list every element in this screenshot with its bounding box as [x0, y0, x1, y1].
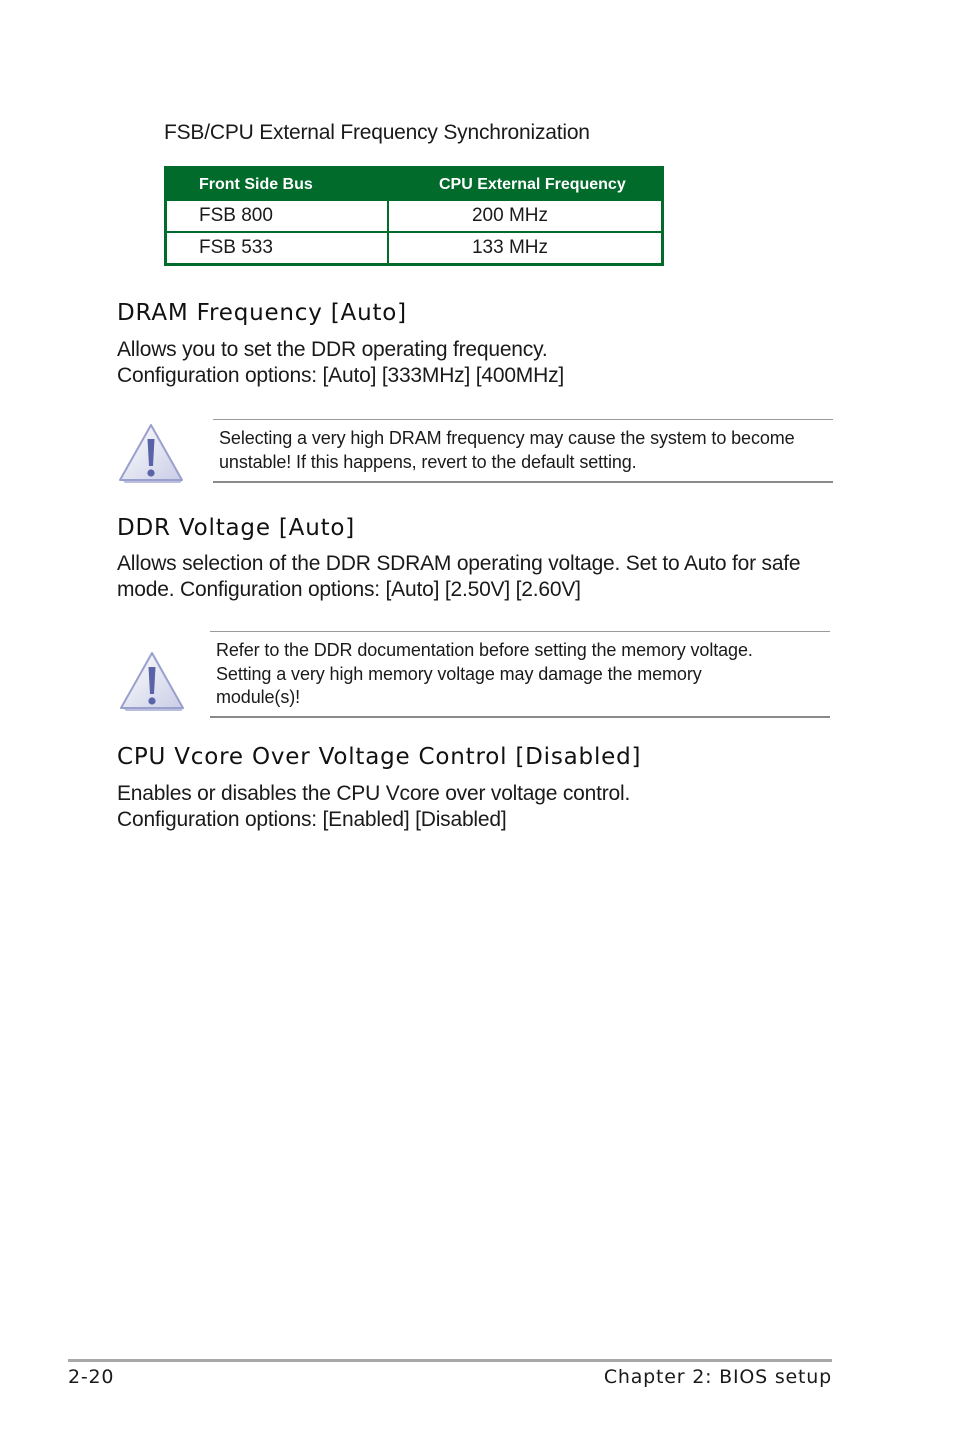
table-row — [167, 201, 661, 231]
fsb-frequency-table — [164, 166, 664, 266]
warning-note-dram — [213, 419, 833, 483]
section-body-cpu-vcore — [117, 781, 857, 833]
table-header-front-side-bus: Front Side Bus — [199, 176, 313, 193]
body-line: mode. Configuration options: [Auto] [2.50V] [2.60V] — [117, 578, 581, 601]
note-line: Selecting a very high DRAM frequency may cause the system to become — [219, 428, 795, 448]
section-title-dram-frequency: DRAM Frequency [Auto] — [117, 300, 407, 326]
footer-rule — [68, 1359, 832, 1362]
body-line: Allows you to set the DDR operating frequency. — [117, 338, 548, 361]
table-caption: FSB/CPU External Frequency Synchronization — [164, 121, 590, 144]
table-cell-frequency: 133 MHz — [387, 233, 661, 263]
table-cell-frequency: 200 MHz — [387, 201, 661, 231]
warning-triangle-icon — [118, 422, 184, 484]
note-line: Setting a very high memory voltage may damage the memory — [216, 663, 702, 684]
body-line: Configuration options: [Enabled] [Disabled] — [117, 808, 507, 831]
page-number: 2-20 — [68, 1366, 115, 1388]
section-title-cpu-vcore: CPU Vcore Over Voltage Control [Disabled] — [117, 744, 642, 770]
section-body-dram-frequency — [117, 337, 857, 389]
body-line: Configuration options: [Auto] [333MHz] [400MHz] — [117, 364, 565, 387]
table-cell-fsb: FSB 800 — [199, 205, 273, 226]
table-header-cpu-external-frequency: CPU External Frequency — [439, 176, 626, 193]
chapter-title: Chapter 2: BIOS setup — [603, 1366, 832, 1388]
table-header-row — [167, 169, 661, 201]
section-body-ddr-voltage — [117, 551, 857, 603]
table-cell-fsb: FSB 533 — [199, 237, 273, 258]
note-line: Refer to the DDR documentation before setting the memory voltage. — [216, 640, 753, 660]
body-line: Enables or disables the CPU Vcore over voltage control. — [117, 782, 631, 805]
body-line: Allows selection of the DDR SDRAM operating voltage. Set to Auto for safe — [117, 552, 801, 575]
note-line: unstable! If this happens, revert to the default setting. — [219, 451, 637, 472]
section-title-ddr-voltage: DDR Voltage [Auto] — [117, 515, 356, 541]
table-row — [167, 233, 661, 263]
warning-triangle-icon — [119, 650, 185, 712]
warning-note-ddr-voltage — [210, 631, 830, 718]
note-line: module(s)! — [216, 687, 301, 707]
